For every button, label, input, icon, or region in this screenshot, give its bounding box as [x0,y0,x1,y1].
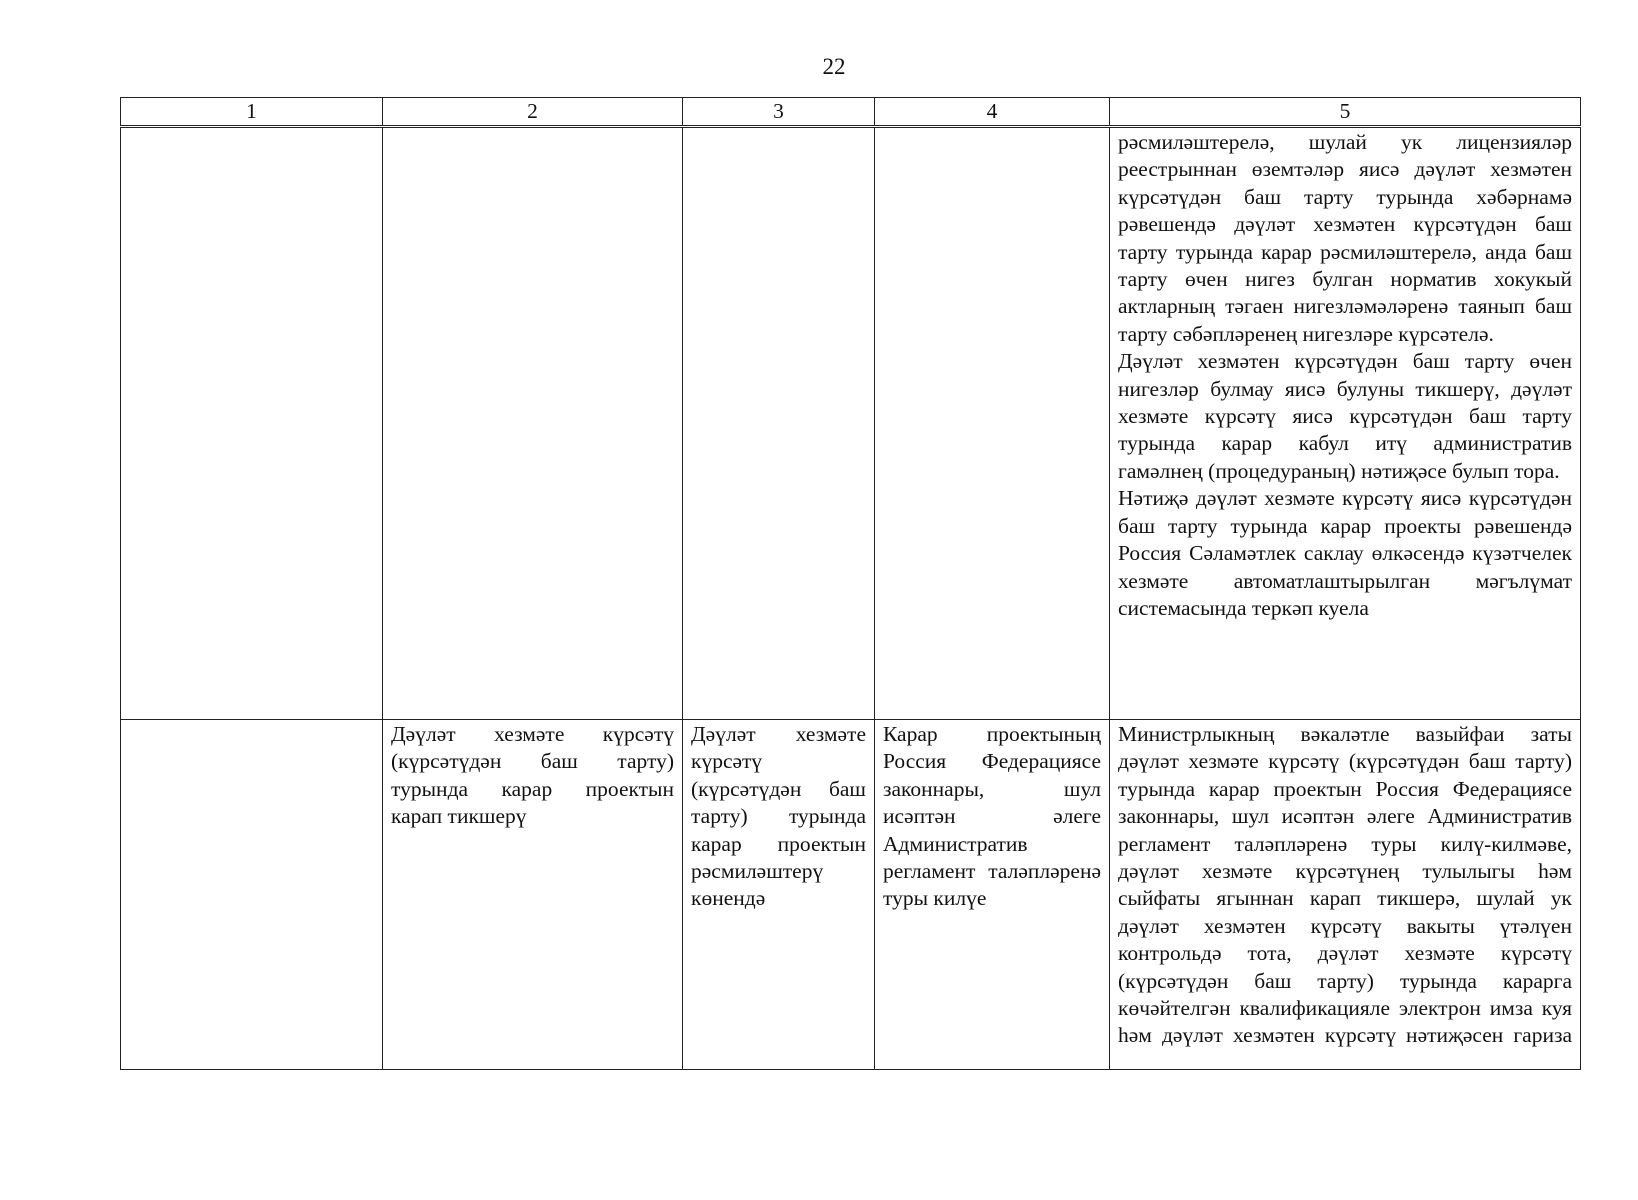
paragraph-procedure-result: Дәүләт хезмәтен күрсәтүдән баш тарту өчен нигезләр булмау яисә булуны тикшерү, дәүләт хезмәте күрсәтү яисә күрсәтүдән баш тарту турында карар кабул итү административ гамәлнең (процедураның) нәтиҗәсе булып тора. [1118,349,1572,483]
column-header-1: 1 [121,98,383,127]
table-cell-r2-c2 [383,720,683,1070]
procedure-table [120,97,1581,1070]
decision-criteria: Карар проектының Россия Федерациясе законнары, шул исәптән әлеге Административ регламент таләпләренә туры килүе [883,722,1101,911]
column-header-4: 4 [875,98,1110,127]
table-cell-r1-c3 [683,127,875,720]
column-header-5: 5 [1110,98,1581,127]
procedure-deadline: Дәүләт хезмәте күрсәтү (күрсәтүдән баш тарту) турында карар проектын рәсмиләштерү көнендә [691,722,866,911]
procedure-description: Министрлыкның вәкаләтле вазыйфаи заты дәүләт хезмәте күрсәтү (күрсәтүдән баш тарту) турында карар проектын Россия Федерациясе законнары, шул исәптән әлеге Административ регламент таләпләренә туры килү-килмәве, дәүләт хезмәте күрсәтүнең тулылыгы һәм сыйфаты ягыннан карап тикшерә, шулай ук дәүләт хезмәтен күрсәтү вакыты үтәлүен контрольдә тота, дәүләт хезмәте күрсәтү (күрсәтүдән баш тарту) турында карарга көчәйтелгән квалификацияле электрон имза куя һәм дәүләт хезмәтен күрсәтү нәтиҗәсен гариза [1118,722,1572,1048]
paragraph-refusal-notice: рәсмиләштерелә, шулай ук лицензияләр реестрыннан өземтәләр яисә дәүләт хезмәтен күрсәтүдән баш тарту турында хәбәрнамә рәвешендә дәүләт хезмәтен күрсәтүдән баш тарту турында карар рәсмиләштерелә, анда баш тарту өчен нигез булган норматив хокукый актларның тәгаен нигезләмәләренә таянып баш тарту сәбәпләренең нигезләре күрсәтелә. [1118,130,1572,346]
page-number: 22 [822,54,846,79]
table-cell-r2-c5 [1110,720,1581,1070]
table-row [121,127,1581,720]
paragraph-result-registration: Нәтиҗә дәүләт хезмәте күрсәтү яисә күрсәтүдән баш тарту турында карар проекты рәвешендә Россия Сәламәтлек саклау өлкәсендә күзәтчелек хезмәте автоматлаштырылган мәгълүмат системасында теркәп куела [1118,486,1572,620]
table-cell-r2-c4 [875,720,1110,1070]
column-header-3: 3 [683,98,875,127]
table-row [121,720,1581,1070]
table-cell-r1-c5 [1110,127,1581,720]
table-cell-r2-c3 [683,720,875,1070]
column-header-2: 2 [383,98,683,127]
table-cell-r1-c2 [383,127,683,720]
table-cell-r1-c4 [875,127,1110,720]
table-header-row [121,98,1581,127]
table-cell-r2-c1 [121,720,383,1070]
table-cell-r1-c1 [121,127,383,720]
procedure-name: Дәүләт хезмәте күрсәтү (күрсәтүдән баш тарту) турында карар проектын карап тикшерү [391,722,674,829]
